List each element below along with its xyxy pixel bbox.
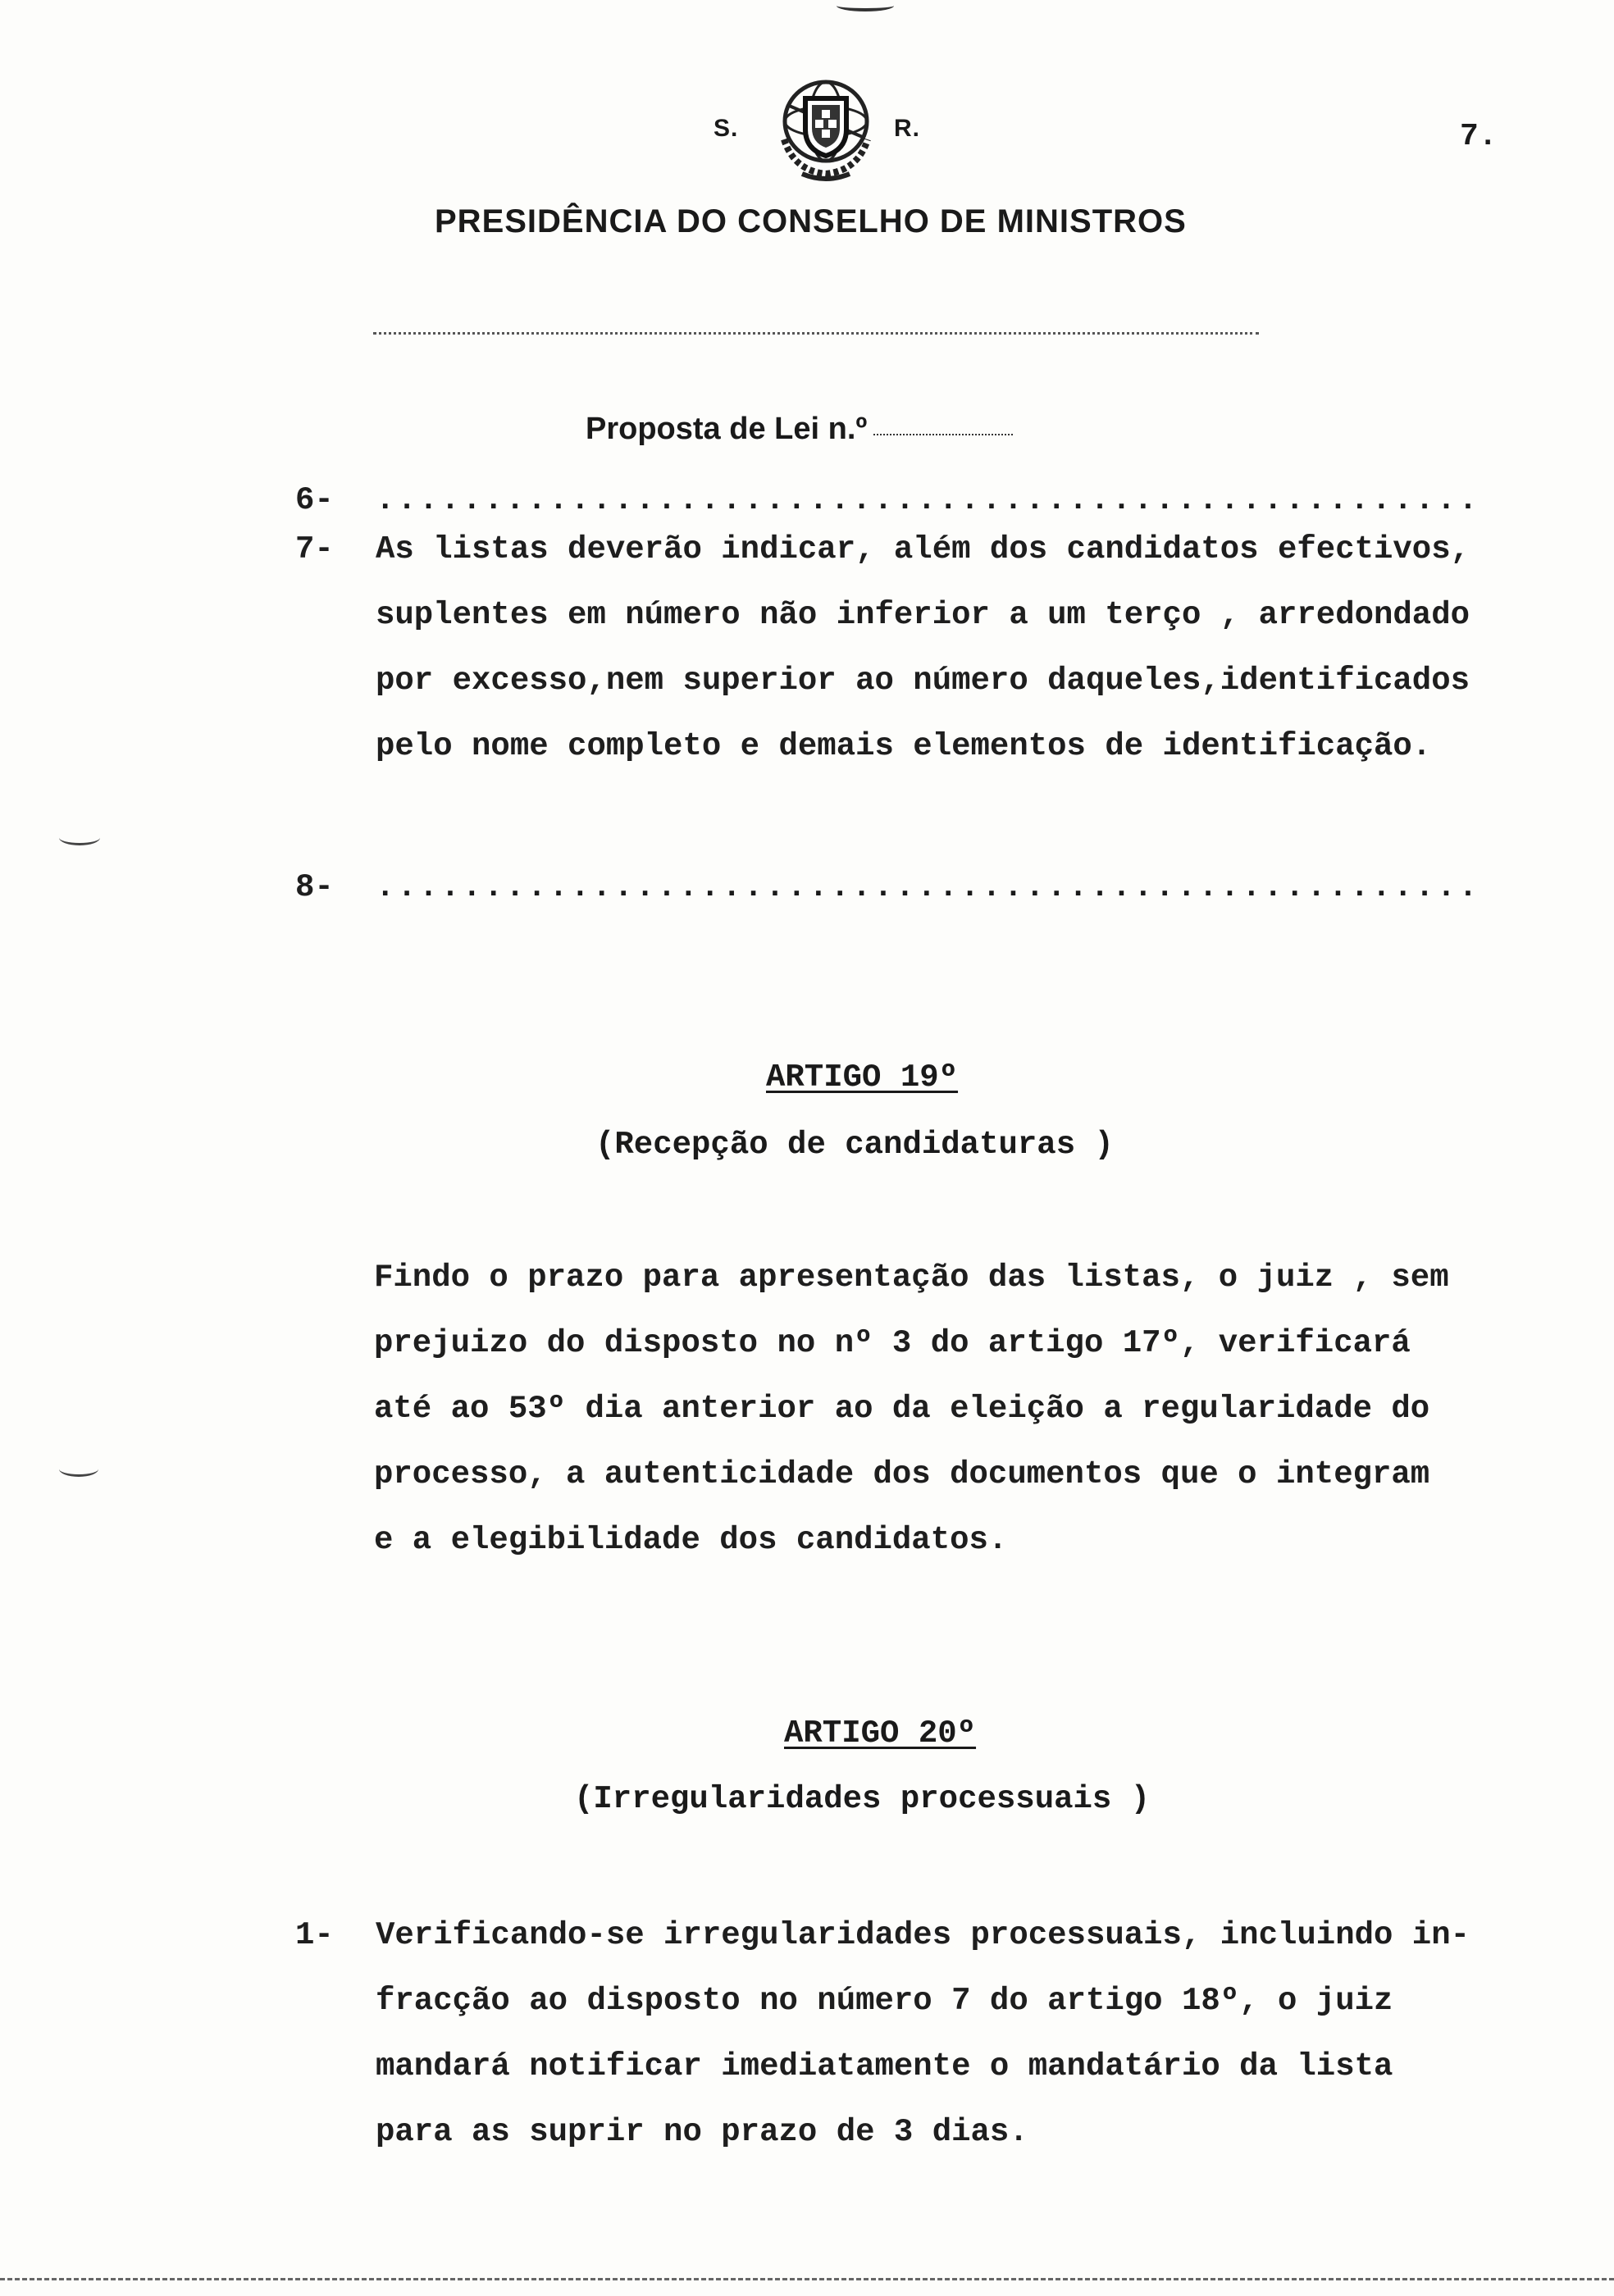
text-line: Findo o prazo para apresentação das listas, o juiz , sem xyxy=(374,1260,1449,1296)
text-line: mandará notificar imediatamente o mandatário da lista xyxy=(376,2048,1393,2084)
article-19-title: ARTIGO 19º xyxy=(766,1059,959,1096)
item-8-dots: ................................................... xyxy=(376,869,1480,905)
text-line: Verificando-se irregularidades processuais, incluindo in- xyxy=(376,1917,1470,1953)
proposal-label: Proposta de Lei n.º xyxy=(586,412,868,446)
article-20-item-1-text xyxy=(376,1902,1470,2165)
item-7-text xyxy=(376,517,1470,779)
scan-edge xyxy=(0,2278,1614,2280)
text-line: As listas deverão indicar, além dos candidatos efectivos, xyxy=(376,531,1470,567)
article-19-body xyxy=(374,1245,1449,1573)
text-line: pelo nome completo e demais elementos de identificação. xyxy=(376,728,1432,764)
scan-artifact xyxy=(837,0,894,11)
text-line: prejuizo do disposto no nº 3 do artigo 17º, verificará xyxy=(374,1325,1411,1361)
letterhead-r: R. xyxy=(894,115,920,142)
article-19-subtitle: (Recepção de candidaturas ) xyxy=(595,1127,1114,1163)
margin-mark xyxy=(59,830,100,845)
text-line: até ao 53º dia anterior ao da eleição a regularidade do xyxy=(374,1391,1430,1427)
item-number: 1- xyxy=(295,1917,334,1953)
margin-mark xyxy=(59,1461,98,1477)
text-line: para as suprir no prazo de 3 dias. xyxy=(376,2114,1028,2150)
letterhead-s: S. xyxy=(714,115,739,142)
letterhead xyxy=(0,74,1614,189)
text-line: processo, a autenticidade dos documentos que o integram xyxy=(374,1456,1430,1492)
item-number: 8- xyxy=(295,869,334,905)
text-line: suplentes em número não inferior a um terço , arredondado xyxy=(376,597,1470,633)
dotted-divider xyxy=(373,332,1259,335)
article-20-subtitle: (Irregularidades processuais ) xyxy=(574,1781,1151,1817)
proposal-heading xyxy=(586,412,1013,447)
item-6-dots: ................................................... xyxy=(376,482,1480,518)
proposal-number-blank xyxy=(873,434,1013,435)
text-line: e a elegibilidade dos candidatos. xyxy=(374,1522,1008,1558)
coat-of-arms-icon xyxy=(769,74,882,184)
institution-name: PRESIDÊNCIA DO CONSELHO DE MINISTROS xyxy=(435,203,1187,239)
item-number: 7- xyxy=(295,531,334,567)
text-line: por excesso,nem superior ao número daqueles,identificados xyxy=(376,663,1470,699)
article-20-title: ARTIGO 20º xyxy=(784,1715,977,1752)
item-number: 6- xyxy=(295,482,334,518)
page-number: 7. xyxy=(1460,119,1498,154)
text-line: fracção ao disposto no número 7 do artigo 18º, o juiz xyxy=(376,1983,1393,2019)
